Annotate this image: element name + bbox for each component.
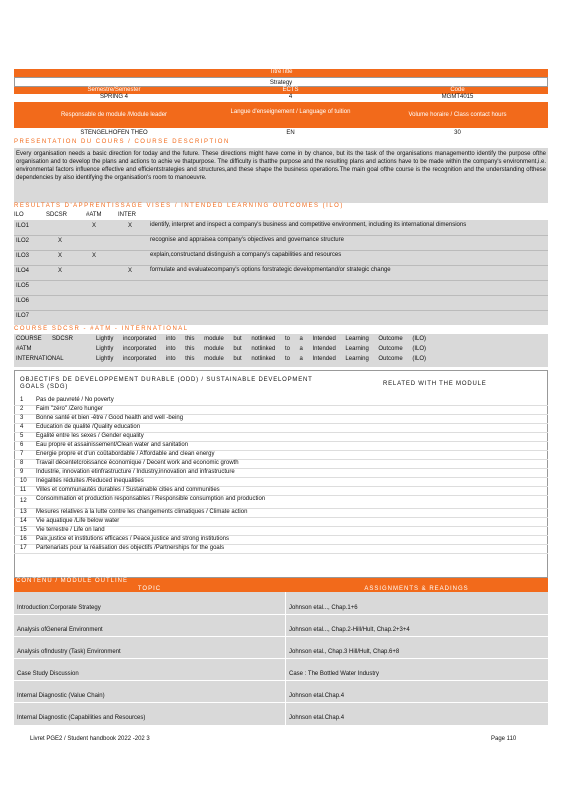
- sdg-number: 1: [20, 397, 24, 403]
- semester-label: Semestre/Semester: [14, 87, 214, 94]
- ilo-code: ILO7: [16, 313, 30, 319]
- outline-divider: [14, 680, 548, 681]
- sdg-goal-text: Inégalités réduites /Reduced inequalities: [36, 478, 144, 484]
- row-divider: [14, 295, 548, 296]
- outline-divider: [14, 614, 548, 615]
- sdg-related: RELATED WITH THE MODULE: [383, 381, 487, 387]
- responsable-label: Responsable de module /Module leader: [14, 102, 214, 128]
- sdg-number: 3: [20, 415, 24, 421]
- volume-value: 30: [454, 130, 461, 136]
- ilo-code: ILO6: [16, 298, 30, 304]
- volume-label: Volume horaire / Class contact hours: [367, 102, 548, 128]
- sdg-goal-text: Vie terrestre / Life on land: [36, 527, 105, 533]
- presentation-heading: PRESENTATION DU COURS / COURSE DESCRIPTION: [14, 139, 230, 145]
- sdg-number: 11: [20, 487, 27, 493]
- responsable-value: STENGELHOFEN THEO: [80, 130, 148, 136]
- outline-reading: Johnson etal.Chap.4: [289, 715, 345, 721]
- ilo-sdcsr-mark: X: [58, 238, 63, 244]
- sdg-number: 17: [20, 545, 27, 551]
- course-row-text: Lightly incorporated into this module but notlinked to a Intended Learning Outcome (ILO): [96, 336, 426, 342]
- topic-header: TOPIC: [137, 586, 162, 592]
- sdg-number: 16: [20, 536, 27, 542]
- sdg-goal-text: Paix,justice et institutions efficaces / Peace,justice and strong institutions: [36, 536, 229, 542]
- sdg-number: 7: [20, 451, 24, 457]
- course-row-label: INTERNATIONAL: [16, 356, 64, 362]
- footer-right: Page 110: [491, 736, 517, 742]
- outline-topic: Case Study Discussion: [17, 671, 79, 677]
- presentation-text: Every organisation needs a basic direction for today and the future. These directions might have come in by chance, but its the task of the organisations managementto identify the purpose ofthe organisation and to develop the plans and actions to achie ve thatpurpose. The difficulty is thatthe purpose and the resulting plans and actions have to be made within the company's environment,i.e. environmental factors influence effective and efficientstrategies and structures,and these shape the business operations.The main goal ofthe course is the recognition and the understanding ofthese dependencies by also identifying the organisation's room to manoeuvre.: [16, 151, 546, 181]
- outline-topic: Internal Diagnostic (Value Chain): [17, 693, 105, 699]
- learning-columns: [14, 211, 548, 220]
- sdg-number: 9: [20, 469, 24, 475]
- ects-value: 4: [288, 94, 293, 100]
- outline-topic: Analysis ofGeneral Environment: [17, 627, 103, 633]
- sdg-number: 14: [20, 518, 27, 524]
- ilo-sdcsr-mark: X: [58, 268, 63, 274]
- sdg-goal-text: Vie aquatique /Life below water: [36, 518, 120, 524]
- ilo-description: formulate and evaluatecompany's options forstrategic developmentand/or strategic change: [150, 267, 391, 273]
- sdg-number: 15: [20, 527, 27, 533]
- row-divider: [14, 265, 548, 266]
- outline-topic: Analysis ofIndustry (Task) Environment: [17, 649, 121, 655]
- sdg-goal-text: Mesures relatives à la lutte contre les changements climatiques / Climate action: [36, 509, 248, 515]
- col-ilo: ILO: [14, 212, 24, 218]
- contents-heading: CONTENU / MODULE OUTLINE: [16, 578, 129, 584]
- outline-divider: [14, 636, 548, 637]
- ilo-inter-mark: X: [128, 268, 133, 274]
- ilo-code: ILO4: [16, 268, 30, 274]
- ilo-code: ILO5: [16, 283, 30, 289]
- sdg-number: 2: [20, 406, 24, 412]
- language-value: EN: [286, 130, 295, 136]
- outline-reading: Johnson etal.Chap.4: [289, 693, 345, 699]
- outline-divider: [14, 658, 548, 659]
- outline-reading: Johnson etal..., Chap.2-Hill/Hult, Chap.2+3+4: [289, 627, 410, 633]
- sdg-number: 8: [20, 460, 24, 466]
- course-row-label: COURSE: [16, 336, 42, 342]
- sdg-goal-text: Travail décentetcroissance économique / Decent work and economic growth: [36, 460, 239, 466]
- sdg-number: 13: [20, 509, 27, 515]
- ilo-code: ILO2: [16, 238, 30, 244]
- presentation-box: [14, 148, 548, 203]
- col-inter: INTER: [118, 212, 136, 218]
- sdg-divider: [14, 553, 548, 554]
- learning-heading: RESULTATS D'APPRENTISSAGE VISES / INTENDED LEARNING OUTCOMES (ILO): [14, 203, 344, 209]
- course-row-value: SDCSR: [52, 336, 74, 342]
- ilo-description: recognise and appraisea company's objectives and governance structure: [150, 237, 344, 243]
- sdg-number: 4: [20, 424, 24, 430]
- ilo-description: identify, interpret and inspect a company's business and competitive environment, including its international dimensions: [150, 222, 467, 228]
- ilo-inter-mark: X: [128, 223, 133, 229]
- footer-left: Livret PGE2 / Student handbook 2022 -202 3: [30, 736, 150, 742]
- sdg-number: 10: [20, 478, 27, 484]
- sdg-goal-text: Consommation et production responsables / Responsible consumption and production: [36, 496, 266, 502]
- sdg-goal-text: Eau propre et assainissement/Clean water and sanitation: [36, 442, 189, 448]
- outline-topic: Introduction:Corporate Strategy: [17, 605, 101, 611]
- code-value: MGMT4015: [441, 94, 474, 100]
- course-row-text: Lightly incorporated into this module but notlinked to a Intended Learning Outcome (ILO): [96, 356, 426, 362]
- sdg-goal-text: Faim "zéro" /Zero hunger: [36, 406, 103, 412]
- outline-reading: Johnson etal..., Chap.1+6: [289, 605, 358, 611]
- course-heading: COURSE SDCSR - #ATM - INTERNATIONAL: [14, 326, 189, 332]
- row-divider: [14, 235, 548, 236]
- ilo-description: explain,constructand distinguish a company's capabilities and resources: [150, 252, 342, 258]
- title-label: TitreTitle: [14, 69, 548, 77]
- ilo-atm-mark: X: [92, 253, 97, 259]
- ilo-code: ILO3: [16, 253, 30, 259]
- outline-reading: Johnson etal., Chap.3 Hill/Hult, Chap.6+8: [289, 649, 400, 655]
- assign-header: ASSIGNMENTS & READINGS: [364, 586, 469, 592]
- sdg-goal-text: Egalité entre les sexes / Gender equality: [36, 433, 144, 439]
- outline-topic: Internal Diagnostic (Capabilities and Resources): [17, 715, 146, 721]
- course-row-label: #ATM: [16, 346, 32, 352]
- sdg-goal-text: Villes et communautés durables / Sustainable cities and communities: [36, 487, 220, 493]
- language-label: Langue d'enseignement / Language of tuition: [214, 102, 367, 128]
- sdg-goal-text: Education de qualité /Quality education: [36, 424, 141, 430]
- sdg-number: 5: [20, 433, 24, 439]
- sdg-goal-text: Industrie, innovation etinfrastructure / Industry,innovation and infrastructure: [36, 469, 235, 475]
- semester-value: SPRING 4: [99, 94, 128, 100]
- course-row-text: Lightly incorporated into this module but notlinked to a Intended Learning Outcome (ILO): [96, 346, 426, 352]
- row-divider: [14, 310, 548, 311]
- col-atm: #ATM: [86, 212, 102, 218]
- ilo-atm-mark: X: [92, 223, 97, 229]
- sdg-goal-text: Partenariats pour la réalisation des objectifs /Partnerships for the goals: [36, 545, 225, 551]
- col-sdcsr: SDCSR: [46, 212, 68, 218]
- outline-reading: Case : The Bottled Water Industry: [289, 671, 380, 677]
- sdg-goal-text: Bonne santé et bien -être / Good health and well -being: [36, 415, 184, 421]
- row-divider: [14, 280, 548, 281]
- ects-label: ECTS: [214, 87, 367, 94]
- sdg-goal-text: Energie propre et d'un coûtabordable / Affordable and clean energy: [36, 451, 215, 457]
- ilo-sdcsr-mark: X: [58, 253, 63, 259]
- outline-divider: [14, 702, 548, 703]
- outline-column-divider: [285, 592, 286, 725]
- ilo-code: ILO1: [16, 223, 30, 229]
- code-label: Code: [367, 87, 548, 94]
- title-value: Strategy: [14, 77, 548, 87]
- row-divider: [14, 250, 548, 251]
- sdg-number: 6: [20, 442, 24, 448]
- sdg-goal-text: Pas de pauvreté / No poverty: [36, 397, 114, 403]
- sdg-number: 12: [20, 498, 27, 504]
- sdg-heading: OBJECTIFS DE DEVELOPPEMENT DURABLE (ODD) / SUSTAINABLE DEVELOPMENT GOALS (SDG): [20, 377, 313, 390]
